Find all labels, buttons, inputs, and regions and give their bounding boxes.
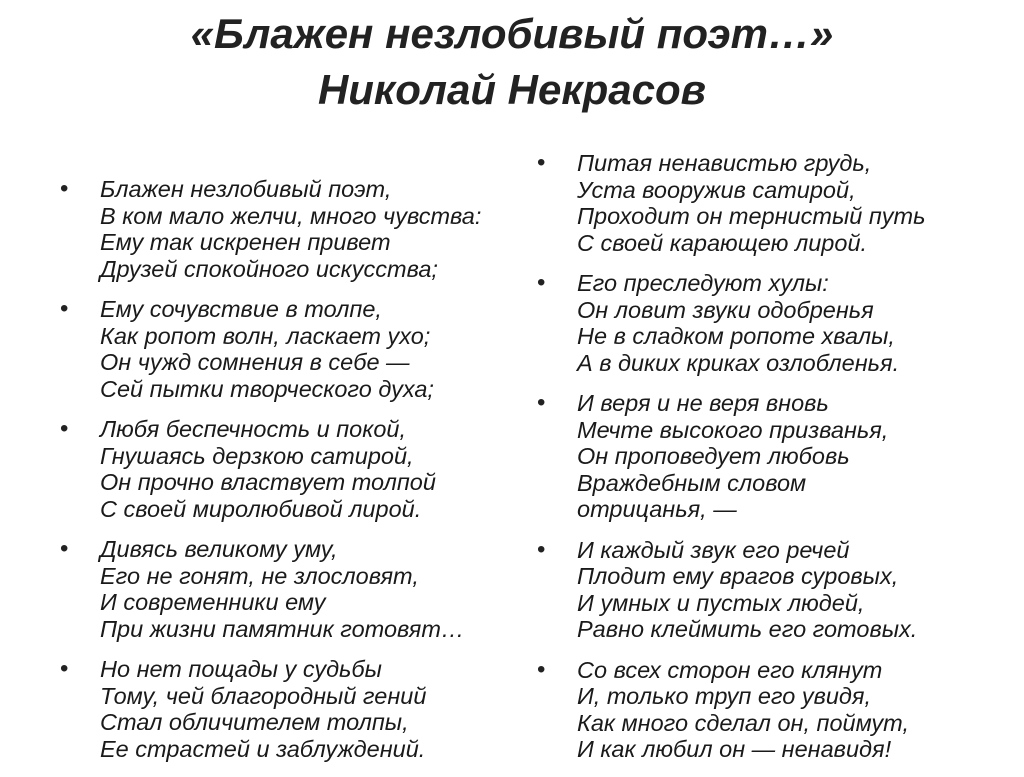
verse-line: И, только труп его увидя, xyxy=(577,683,872,709)
bullet-icon: • xyxy=(60,415,69,442)
verse-line: Он чужд сомнения в себе — xyxy=(100,349,410,375)
verse-line: Со всех сторон его клянут xyxy=(577,656,883,683)
verse-line: Питая ненавистью грудь, xyxy=(577,150,872,176)
verse-line: Как ропот волн, ласкает ухо; xyxy=(100,322,431,349)
verse-line: отрицанья, — xyxy=(577,496,737,522)
bullet-icon: • xyxy=(537,655,546,683)
bullet-icon: • xyxy=(537,535,546,563)
bullet-icon: • xyxy=(60,175,69,202)
verse-line: Ее страстей и заблуждений. xyxy=(100,735,426,762)
verse-line: Он прочно властвует толпой xyxy=(100,469,436,495)
stanza xyxy=(60,296,530,402)
page-title xyxy=(0,6,1024,118)
verse-line: Он ловит звуки одобренья xyxy=(577,296,874,323)
verse-line: И веря и не веря вновь xyxy=(577,390,829,416)
verse-line: Гнушаясь дерзкою сатирой, xyxy=(100,442,414,469)
verse-line: Ему так искренен привет xyxy=(100,229,391,255)
bullet-icon: • xyxy=(60,655,69,682)
verse-line: Мечте высокого призванья, xyxy=(577,416,889,443)
verse-line: Равно клеймить его готовых. xyxy=(577,616,918,642)
verse-line: Уста вооружив сатирой, xyxy=(577,176,856,203)
left-column-stanzas xyxy=(60,176,530,776)
verse-line: В ком мало желчи, много чувства: xyxy=(100,202,482,229)
bullet-icon: • xyxy=(60,535,69,562)
verse-line: Как много сделал он, поймут, xyxy=(577,709,910,736)
bullet-icon: • xyxy=(537,149,546,176)
bullet-icon: • xyxy=(537,269,546,296)
verse-line: Враждебным словом xyxy=(577,469,807,496)
verse-line: И как любил он — ненавидя! xyxy=(577,736,892,762)
stanza xyxy=(60,536,530,642)
verse-line: Любя беспечность и покой, xyxy=(100,416,407,442)
verse-line: Стал обличителем толпы, xyxy=(100,709,409,735)
stanza xyxy=(537,390,1007,523)
verse-line: Он проповедует любовь xyxy=(577,443,850,469)
stanza xyxy=(537,537,1007,643)
verse-line: И современники ему xyxy=(100,589,326,615)
right-column-stanzas xyxy=(537,150,1007,777)
stanza xyxy=(537,657,1007,763)
verse-line: С своей миролюбивой лирой. xyxy=(100,495,422,522)
stanza xyxy=(537,150,1007,256)
verse-line: Ему сочувствие в толпе, xyxy=(100,296,382,322)
stanza xyxy=(537,270,1007,376)
bullet-icon: • xyxy=(537,389,546,416)
verse-line: И каждый звук его речей xyxy=(577,536,850,563)
bullet-icon: • xyxy=(60,295,69,322)
stanza xyxy=(60,176,530,282)
verse-line: Сей пытки творческого духа; xyxy=(100,375,434,402)
verse-line: Не в сладком ропоте хвалы, xyxy=(577,323,895,349)
stanza xyxy=(60,416,530,522)
verse-line: Тому, чей благородный гений xyxy=(100,682,427,709)
verse-line: И умных и пустых людей, xyxy=(577,589,865,616)
verse-line: Его не гонят, не злословят, xyxy=(100,562,419,589)
verse-line: Блажен незлобивый поэт, xyxy=(100,176,392,202)
verse-line: Плодит ему врагов суровых, xyxy=(577,563,899,589)
verse-line: А в диких криках озлобленья. xyxy=(577,349,900,376)
title-author: Николай Некрасов xyxy=(317,66,707,113)
verse-line: Дивясь великому уму, xyxy=(100,536,338,562)
verse-line: Его преследуют хулы: xyxy=(577,270,829,296)
verse-line: Проходит он тернистый путь xyxy=(577,203,926,229)
verse-line: С своей карающею лирой. xyxy=(577,229,868,256)
verse-line: Но нет пощады у судьбы xyxy=(100,656,382,682)
verse-line: При жизни памятник готовят… xyxy=(100,615,465,642)
stanza xyxy=(60,656,530,762)
verse-line: Друзей спокойного искусства; xyxy=(100,255,438,282)
title-poem-name: «Блажен незлобивый поэт…» xyxy=(190,10,834,57)
